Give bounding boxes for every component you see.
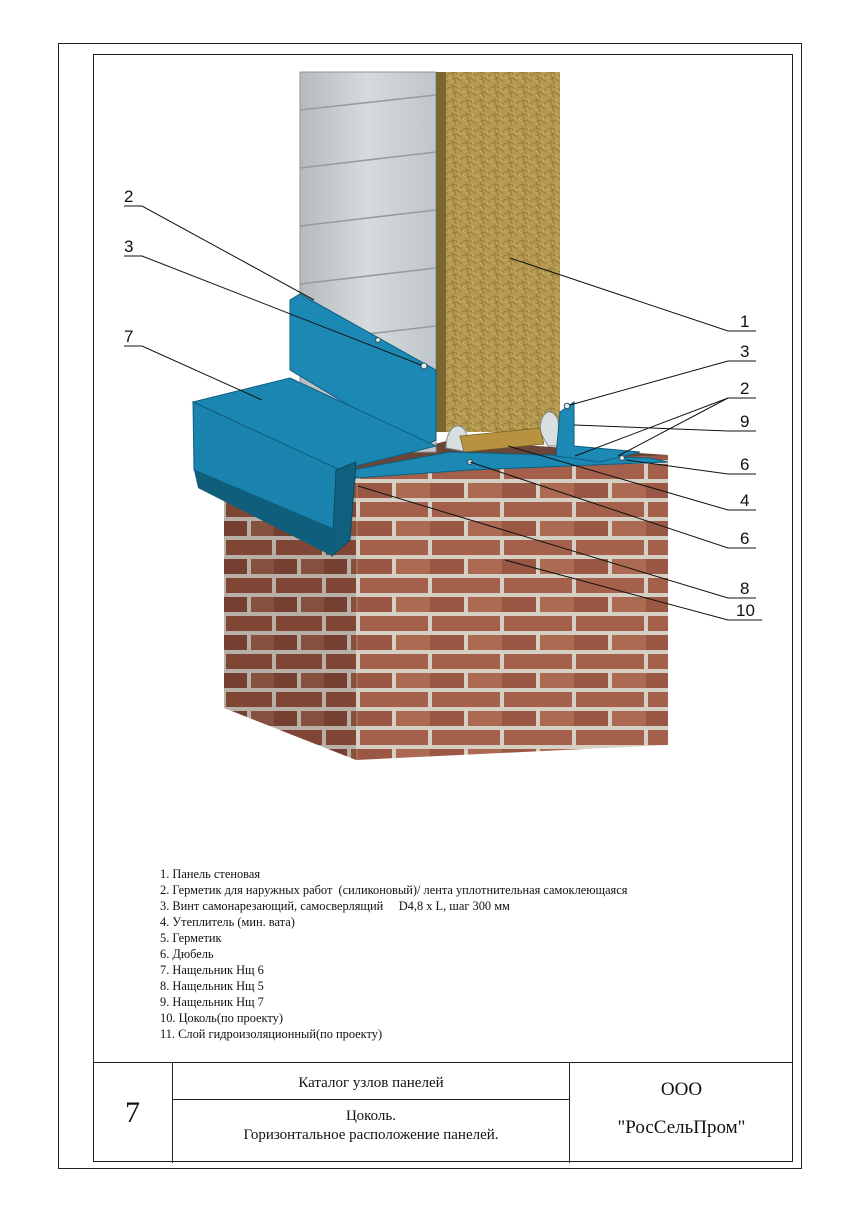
- leader-3-right: [570, 361, 745, 405]
- callout-6-low: 6: [740, 529, 750, 548]
- callout-4: 4: [740, 491, 750, 510]
- organization-cell: [570, 1063, 793, 1163]
- callout-3-right: 3: [740, 342, 750, 361]
- screw-panel-right: [564, 403, 570, 409]
- legend-item: 7. Нащельник Нщ 6: [160, 963, 264, 977]
- org-name: "РосСельПром": [617, 1117, 746, 1138]
- callout-8: 8: [740, 579, 750, 598]
- node-title-line-2: Горизонтальное расположение панелей.: [243, 1127, 499, 1143]
- org-form: ООО: [660, 1079, 703, 1100]
- callout-1: 1: [740, 312, 750, 331]
- callout-7: 7: [124, 327, 134, 346]
- wall-panel-insulation: [436, 72, 560, 432]
- legend-item: 3. Винт самонарезающий, самосверлящий D4,8 x L, шаг 300 мм: [160, 899, 510, 913]
- dowel-base-2: [620, 456, 625, 461]
- legend-item: 2. Герметик для наружных работ (силиконовый)/ лента уплотнительная самоклеющаяся: [160, 883, 628, 897]
- callout-3-left: 3: [124, 237, 134, 256]
- screw-panel-left: [421, 363, 427, 369]
- legend-item: 4. Утеплитель (мин. вата): [160, 915, 295, 929]
- callout-2-left: 2: [124, 187, 134, 206]
- legend-item: 1. Панель стеновая: [160, 867, 261, 881]
- brick-plinth-front: [356, 455, 668, 760]
- legend-item: 8. Нащельник Нщ 5: [160, 979, 264, 993]
- callout-2-right: 2: [740, 379, 750, 398]
- callout-10: 10: [736, 601, 755, 620]
- legend-item: 5. Герметик: [160, 931, 222, 945]
- node-title: [173, 1107, 569, 1145]
- title-cell: [173, 1063, 570, 1163]
- inner-flashing: [556, 402, 640, 462]
- callout-9: 9: [740, 412, 750, 431]
- catalog-title: Каталог узлов панелей: [173, 1063, 569, 1100]
- screw-panel-left-2: [376, 338, 381, 343]
- sheet-number: 7: [93, 1063, 173, 1163]
- wall-panel-insulation-edge: [436, 72, 446, 432]
- legend-item: 10. Цоколь(по проекту): [160, 1011, 283, 1025]
- leader-9: [574, 425, 745, 431]
- leader-2-right-a: [575, 398, 745, 456]
- callout-6-right: 6: [740, 455, 750, 474]
- title-block: [93, 1062, 793, 1162]
- legend-list: [160, 866, 627, 1042]
- legend-item: 6. Дюбель: [160, 947, 214, 961]
- node-title-line-1: Цоколь.: [345, 1108, 397, 1124]
- legend-item: 9. Нащельник Нщ 7: [160, 995, 264, 1009]
- legend-item: 11. Слой гидроизоляционный(по проекту): [160, 1027, 383, 1041]
